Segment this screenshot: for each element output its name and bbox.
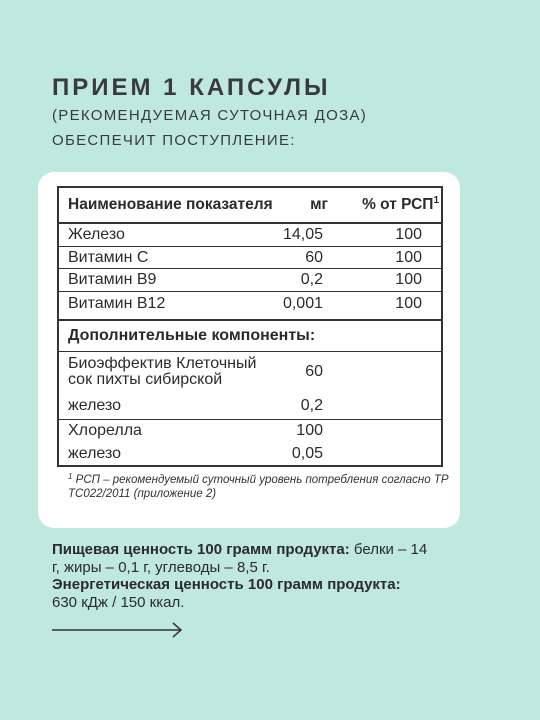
- row-rsp: 100: [395, 295, 422, 312]
- nutrition-value: белки – 14 г, жиры – 0,1 г, углеводы – 8,5 г.: [52, 541, 428, 576]
- table-row: [59, 269, 441, 292]
- footnote-mark: 1: [433, 195, 439, 206]
- row-rsp: 100: [395, 226, 422, 243]
- row-mg: 0,2: [300, 396, 323, 414]
- row-mg: 60: [305, 363, 323, 380]
- page-intro: ОБЕСПЕЧИТ ПОСТУПЛЕНИЕ:: [52, 132, 296, 149]
- footnote-number: 1: [68, 472, 73, 481]
- row-name: Хлорелла: [68, 422, 142, 439]
- table-row: [59, 352, 441, 392]
- row-name: железо: [68, 396, 122, 414]
- row-name: Витамин С: [68, 248, 149, 266]
- additional-title: Дополнительные компоненты:: [68, 327, 316, 344]
- nutrition-label: Пищевая ценность 100 грамм продукта:: [52, 541, 350, 558]
- additional-title-row: [59, 321, 441, 352]
- header-name: Наименование показателя: [68, 196, 273, 213]
- page-subtitle: (РЕКОМЕНДУЕМАЯ СУТОЧНАЯ ДОЗА): [52, 107, 368, 124]
- row-name: Витамин В12: [68, 295, 166, 312]
- table-row: [59, 247, 441, 269]
- row-name: Витамин В9: [68, 271, 157, 288]
- footnote: [68, 473, 453, 501]
- row-mg: 100: [296, 422, 323, 439]
- table-row: [59, 392, 441, 420]
- nutrition-info: [52, 541, 430, 611]
- row-mg: 0,2: [300, 271, 323, 288]
- composition-table: [57, 186, 443, 467]
- row-mg: 0,05: [291, 444, 323, 462]
- row-name-text: Биоэффектив Клеточный сок пихты сибирской: [68, 354, 257, 388]
- footnote-text: РСП – рекомендуемый суточный уровень потребления согласно ТР ТС022/2011 (приложение 2): [68, 474, 449, 500]
- row-name: железо: [68, 444, 122, 462]
- composition-card: [38, 172, 460, 528]
- row-mg: 14,05: [282, 226, 323, 243]
- header-mg: мг: [310, 196, 328, 213]
- table-row: [59, 224, 441, 247]
- arrow-right-icon: [50, 621, 184, 639]
- energy-label: Энергетическая ценность 100 грамм продукта:: [52, 576, 401, 593]
- row-rsp: 100: [395, 248, 422, 266]
- row-mg: 60: [305, 248, 323, 266]
- row-name: [59, 356, 275, 389]
- header-rsp: [330, 196, 441, 214]
- row-mg: 0,001: [282, 295, 323, 312]
- table-row: [59, 420, 441, 442]
- page-title: ПРИЕМ 1 КАПСУЛЫ: [52, 74, 331, 101]
- row-name: Железо: [68, 226, 125, 243]
- energy-value: 630 кДж / 150 ккал.: [52, 593, 185, 611]
- header-rsp-label: % от РСП: [362, 196, 434, 213]
- table-row: [59, 292, 441, 321]
- row-rsp: 100: [395, 271, 422, 288]
- table-row: [59, 442, 441, 465]
- table-header-row: [59, 188, 441, 224]
